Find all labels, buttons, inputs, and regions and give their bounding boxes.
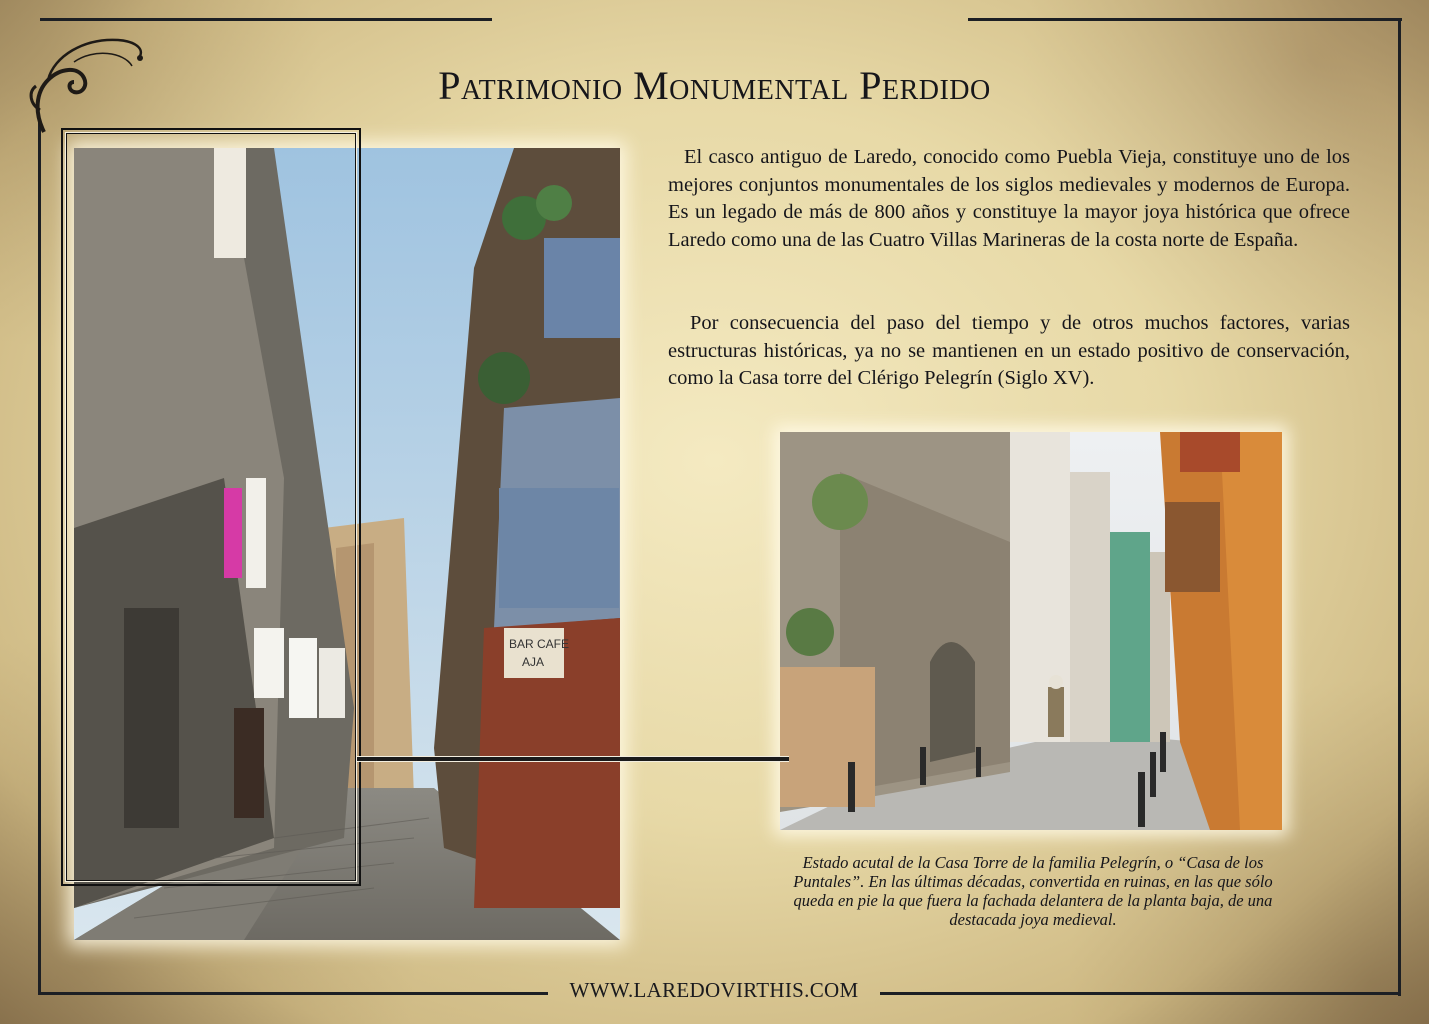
photo-caption: Estado acutal de la Casa Torre de la familia Pelegrín, o “Casa de los Puntales”. En las últimas décadas, convertida en ruinas, en las que sólo queda en pie la que fuera la fachada delantera de la planta baja, de una destacada joya medieval. xyxy=(793,853,1273,929)
page-title-text: Patrimonio Monumental Perdido xyxy=(438,63,991,108)
frame-line-top-right xyxy=(968,18,1402,21)
highlight-frame xyxy=(61,128,361,886)
connector-line xyxy=(357,756,789,762)
website-link[interactable]: WWW.LAREDOVIRTHIS.COM xyxy=(569,978,859,1002)
frame-line-bottom-left xyxy=(38,992,548,995)
frame-line-top-left xyxy=(40,18,492,21)
current-ruins-photo xyxy=(780,432,1282,830)
intro-paragraph: El casco antiguo de Laredo, conocido como Puebla Vieja, constituye uno de los mejores conjuntos monumentales de los siglos medievales y modernos de Europa. Es un legado de más de 800 años y constituye la mayor joya histórica que ofrece Laredo como una de las Cuatro Villas Marineras de la costa norte de España. xyxy=(668,146,1350,251)
conservation-paragraph: Por consecuencia del paso del tiempo y de otros muchos factores, varias estructuras históricas, ya no se mantienen en un estado positivo de conservación, como la Casa torre del Clérigo Pelegrín (Siglo XV). xyxy=(668,312,1350,389)
bar-sign-line-2: AJA xyxy=(522,655,545,669)
frame-line-right xyxy=(1398,18,1401,996)
bar-sign-line-1: BAR CAFE xyxy=(509,637,570,651)
frame-line-bottom-right xyxy=(880,992,1401,995)
frame-line-left xyxy=(38,120,41,995)
page-title xyxy=(0,62,1429,109)
